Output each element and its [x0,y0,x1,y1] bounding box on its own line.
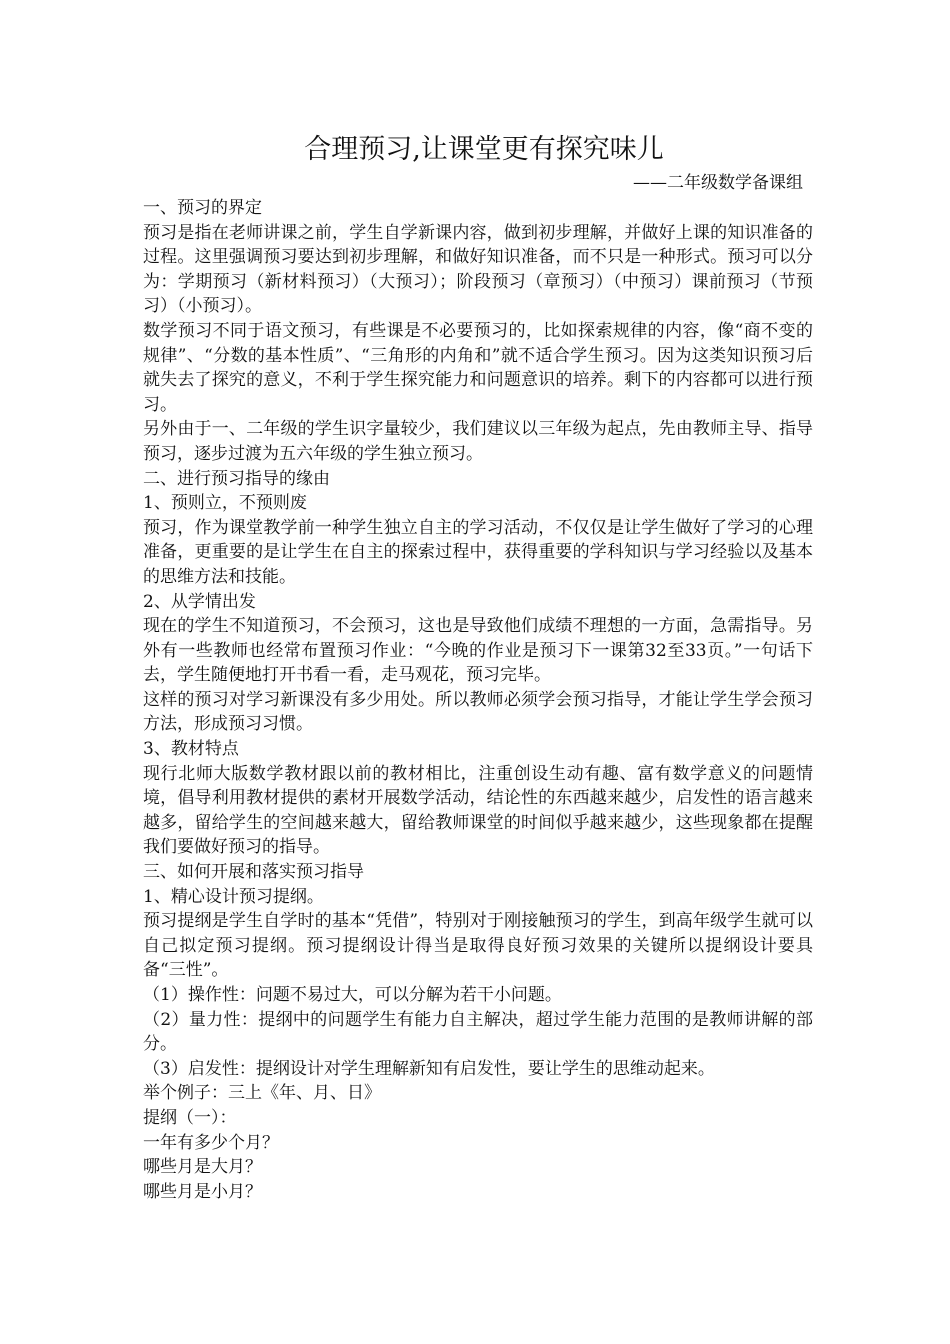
outline-question: 哪些月是小月？ [143,1181,262,1202]
outline-question: 哪些月是大月？ [143,1157,262,1178]
paragraph: 现在的学生不知道预习，不会预习，这也是导致他们成绩不理想的一方面，急需指导。另外有一些教师也经常布置预习作业：“今晚的作业是预习下一课第32至33页。”一句话下去，学生随便地打开书看一看，走马观花，预习完毕。 [143,616,813,686]
subsection-heading: 3、教材特点 [143,739,239,760]
subsection-heading: 1、预则立，不预则废 [143,493,307,514]
outline-heading: 提纲（一）： [143,1107,237,1128]
document-page [143,130,813,1204]
paragraph: 预习，作为课堂教学前一种学生独立自主的学习活动，不仅仅是让学生做好了学习的心理准备，更重要的是让学生在自主的探索过程中，获得重要的学科知识与学习经验以及基本的思维方法和技能。 [143,517,813,587]
list-item: （2）量力性：提纲中的问题学生有能力自主解决，超过学生能力范围的是教师讲解的部分。 [143,1009,813,1055]
paragraph: 预习提纲是学生自学时的基本“凭借”，特别对于刚接触预习的学生，到高年级学生就可以自己拟定预习提纲。预习提纲设计得当是取得良好预习效果的关键所以提纲设计要具备“三性”。 [143,911,813,981]
list-item: （1）操作性：问题不易过大，可以分解为若干小问题。 [143,985,562,1005]
section-heading: 三、如何开展和落实预习指导 [143,862,364,883]
document-author: ——二年级数学备课组 [633,173,803,193]
paragraph: 这样的预习对学习新课没有多少用处。所以教师必须学会预习指导，才能让学生学会预习方法，形成预习习惯。 [143,689,813,735]
subsection-heading: 2、从学情出发 [143,591,256,612]
example-heading: 举个例子：三上《年、月、日》 [143,1083,381,1104]
document-title: 合理预习,让课堂更有探究味儿 [304,134,664,165]
outline-question: 一年有多少个月？ [143,1132,279,1153]
section-heading: 二、进行预习指导的缘由 [143,468,330,489]
list-item: （3）启发性：提纲设计对学生理解新知有启发性，要让学生的思维动起来。 [143,1058,715,1079]
paragraph: 预习是指在老师讲课之前，学生自学新课内容，做到初步理解，并做好上课的知识准备的过程。这里强调预习要达到初步理解，和做好知识准备，而不只是一种形式。预习可以分为：学期预习（新材料预习）（大预习）；阶段预习（章预习）（中预习）课前预习（节预习）（小预习）。 [143,222,813,317]
paragraph: 现行北师大版数学教材跟以前的教材相比，注重创设生动有趣、富有数学意义的问题情境，倡导利用教材提供的素材开展数学活动，结论性的东西越来越少，启发性的语言越来越多，留给学生的空间越来越大，留给教师课堂的时间似乎越来越少，这些现象都在提醒我们要做好预习的指导。 [143,763,813,858]
paragraph: 数学预习不同于语文预习，有些课是不必要预习的，比如探索规律的内容，像“商不变的规律”、“分数的基本性质”、“三角形的内角和”就不适合学生预习。因为这类知识预习后就失去了探究的意义，不利于学生探究能力和问题意识的培养。剩下的内容都可以进行预习。 [143,320,813,415]
subsection-heading: 1、精心设计预习提纲。 [143,886,324,907]
section-heading: 一、预习的界定 [143,198,262,218]
paragraph: 另外由于一、二年级的学生识字量较少，我们建议以三年级为起点，先由教师主导、指导预习，逐步过渡为五六年级的学生独立预习。 [143,419,813,464]
